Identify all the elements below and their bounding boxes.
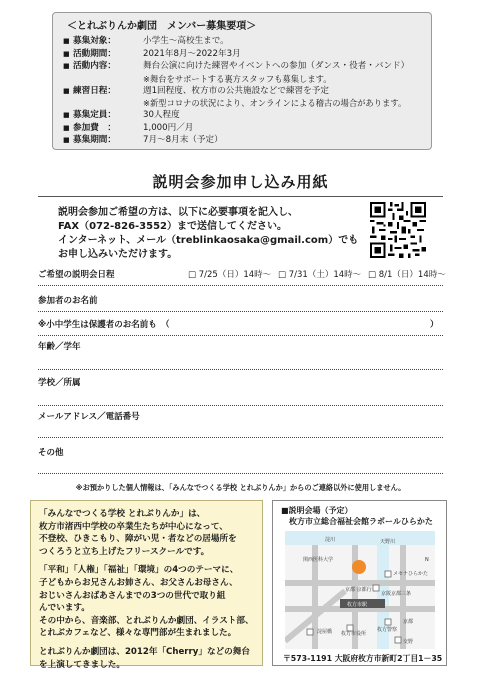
form-title: 説明会参加申し込み用紙 <box>152 173 329 191</box>
recruit-value: 小学生～高校生まで。 <box>143 36 229 46</box>
recruit-item <box>63 85 421 98</box>
date-option-0725[interactable]: □ 7/25（日）14時～ <box>188 270 272 280</box>
venue-address: 〒573-1191 大阪府枚方市新町2丁目1－35 <box>283 654 443 663</box>
recruit-key: 練習日程： <box>73 85 116 96</box>
map-label-city-hall: 枚方市役所 <box>341 631 367 637</box>
about-line: とれぶりんか劇団は、2012年「Cherry」などの舞台 <box>39 646 250 657</box>
school-label: 学校／所属 <box>38 378 81 388</box>
date-label: ご希望の説明会日程 <box>38 270 115 280</box>
recruit-value: 7月～8月末（予定） <box>143 135 223 145</box>
about-line: とれぶカフェなど、様々な専門部が生まれました。 <box>39 628 237 639</box>
date-option-0731[interactable]: □ 7/31（土）14時～ <box>278 270 362 280</box>
recruit-key: 募集期間： <box>73 135 116 145</box>
activity-note: ※舞台をサポートする裏方スタッフも募集します。 <box>143 73 332 84</box>
recruit-box <box>52 12 432 150</box>
practice-note: ※新型コロナの状況により、オンラインによる稽古の場合があります。 <box>143 98 407 108</box>
map-label-school: 関西医科大学 <box>303 557 334 563</box>
map-label-road: 天野川 <box>380 539 396 545</box>
recruit-value: 舞台公演に向けた練習やイベントへの参加（ダンス・役者・バンド） <box>143 61 410 71</box>
recruit-item <box>63 60 421 73</box>
about-line: 「みんなでつくる学校 とれぶりんか」は、 <box>39 509 206 519</box>
recruit-note <box>63 97 421 109</box>
intro-line: インターネット、メール（treblinkaosaka@gmail.com）でも <box>58 235 359 246</box>
map-label-station: 枚方市駅 <box>347 602 368 608</box>
about-line: 枚方市渚西中学校の卒業生たちが中心になって、 <box>39 521 228 532</box>
map-label-station-keihan: 京阪京都三条 <box>381 591 412 597</box>
map-label-kuzuha: 京都 <box>403 619 414 625</box>
square-bullet-icon: ■ <box>63 37 70 45</box>
qr-code-icon[interactable] <box>370 202 426 258</box>
recruit-value: 2021年8月～2022年3月 <box>143 48 241 59</box>
river-band <box>285 531 435 545</box>
north-arrow-icon: N <box>425 557 429 563</box>
about-paragraph <box>39 508 254 558</box>
date-selection-row <box>38 268 446 286</box>
recruit-item <box>63 109 421 122</box>
guardian-name-label: ※小中学生は保護者のお名前も （ <box>38 320 170 330</box>
recruit-item <box>63 122 421 135</box>
other-label: その他 <box>38 448 64 458</box>
venue-box <box>272 500 447 666</box>
age-grade-label: 年齢／学年 <box>38 342 81 352</box>
recruit-item <box>63 134 421 147</box>
map-label-yodoya: 淀屋橋 <box>317 629 333 635</box>
date-option-0801[interactable]: □ 8/1（日）14時～ <box>368 270 446 280</box>
intro-line: FAX（072-826-3552）まで送信してください。 <box>58 221 288 232</box>
intro-line: 説明会参加ご希望の方は、以下に必要事項を記入し、 <box>58 207 298 218</box>
recruit-key: 活動内容： <box>73 61 116 71</box>
title-divider <box>38 196 443 197</box>
about-line: 不登校、ひきこもり、障がい児・者などの居場所を <box>39 534 237 545</box>
square-bullet-icon: ■ <box>63 62 70 70</box>
about-line: 「平和」「人権」「福祉」「環境」の4つのテーマに、 <box>39 565 239 576</box>
about-box <box>30 500 263 670</box>
venue-marker-icon <box>352 560 366 574</box>
recruit-title: ＜とれぶりんか劇団 メンバー募集要項＞ <box>67 21 257 32</box>
school-row[interactable] <box>38 376 443 406</box>
venue-map[interactable] <box>285 531 435 649</box>
map-label-metro: メセナひらかた <box>393 571 429 577</box>
about-line: その中から、音楽部、とれぶりんか劇団、イラスト部、 <box>39 615 254 626</box>
participant-name-row[interactable] <box>38 294 443 312</box>
recruit-key: 募集定員： <box>73 110 116 120</box>
map-label-tenmaya: 交野 <box>403 639 414 645</box>
map-label-station-kyoto: 京都 京都行 <box>345 587 372 593</box>
form-intro <box>58 206 358 262</box>
other-row[interactable] <box>38 446 443 474</box>
venue-heading <box>281 505 433 527</box>
intro-line: お申し込みいただけます。 <box>58 249 178 260</box>
about-line: を上演してきました。 <box>39 659 125 670</box>
map-label-police: 枚方警察 <box>377 627 398 633</box>
about-line: おじいさんおばあさんまでの3つの世代で取り組 <box>39 590 226 601</box>
map-label-river: 淀川 <box>325 537 336 543</box>
square-bullet-icon: ■ <box>63 123 70 132</box>
recruit-value: 1,000円／月 <box>143 122 194 133</box>
about-line: 子どもからお兄さんお姉さん、お父さんお母さん、 <box>39 577 238 588</box>
square-bullet-icon: ■ <box>63 49 70 58</box>
venue-heading-text: ■説明会場（予定） <box>281 506 353 515</box>
recruit-key: 参加費 ： <box>73 122 116 133</box>
contact-label: メールアドレス／電話番号 <box>38 412 140 422</box>
participant-name-label: 参加者のお名前 <box>38 296 98 306</box>
about-line: んでいます。 <box>39 603 90 614</box>
recruit-item <box>63 48 421 61</box>
guardian-name-row[interactable] <box>38 318 443 336</box>
about-paragraph <box>39 646 254 671</box>
about-paragraph <box>39 564 254 640</box>
recruit-key: 募集対象： <box>73 36 116 46</box>
recruit-value: 30人程度 <box>143 110 180 120</box>
recruit-key: 活動期間： <box>73 48 116 59</box>
square-bullet-icon: ■ <box>63 111 70 119</box>
privacy-note: ※お預かりした個人情報は、「みんなでつくる学校 とれぶりんか」からのご連絡以外に使用しません。 <box>75 483 406 492</box>
guardian-close-paren: ） <box>430 320 439 330</box>
venue-name: 枚方市立総合福祉会館ラポールひらかた <box>289 517 433 526</box>
square-bullet-icon: ■ <box>63 86 70 95</box>
square-bullet-icon: ■ <box>63 136 70 144</box>
recruit-value: 週1回程度、枚方市の公共施設などで練習を予定 <box>143 85 329 96</box>
contact-row[interactable] <box>38 410 443 438</box>
recruit-item <box>63 35 421 48</box>
recruit-note <box>63 73 421 85</box>
about-line: つくろうと立ち上げたフリースクールです。 <box>39 546 210 557</box>
age-grade-row[interactable] <box>38 340 443 370</box>
